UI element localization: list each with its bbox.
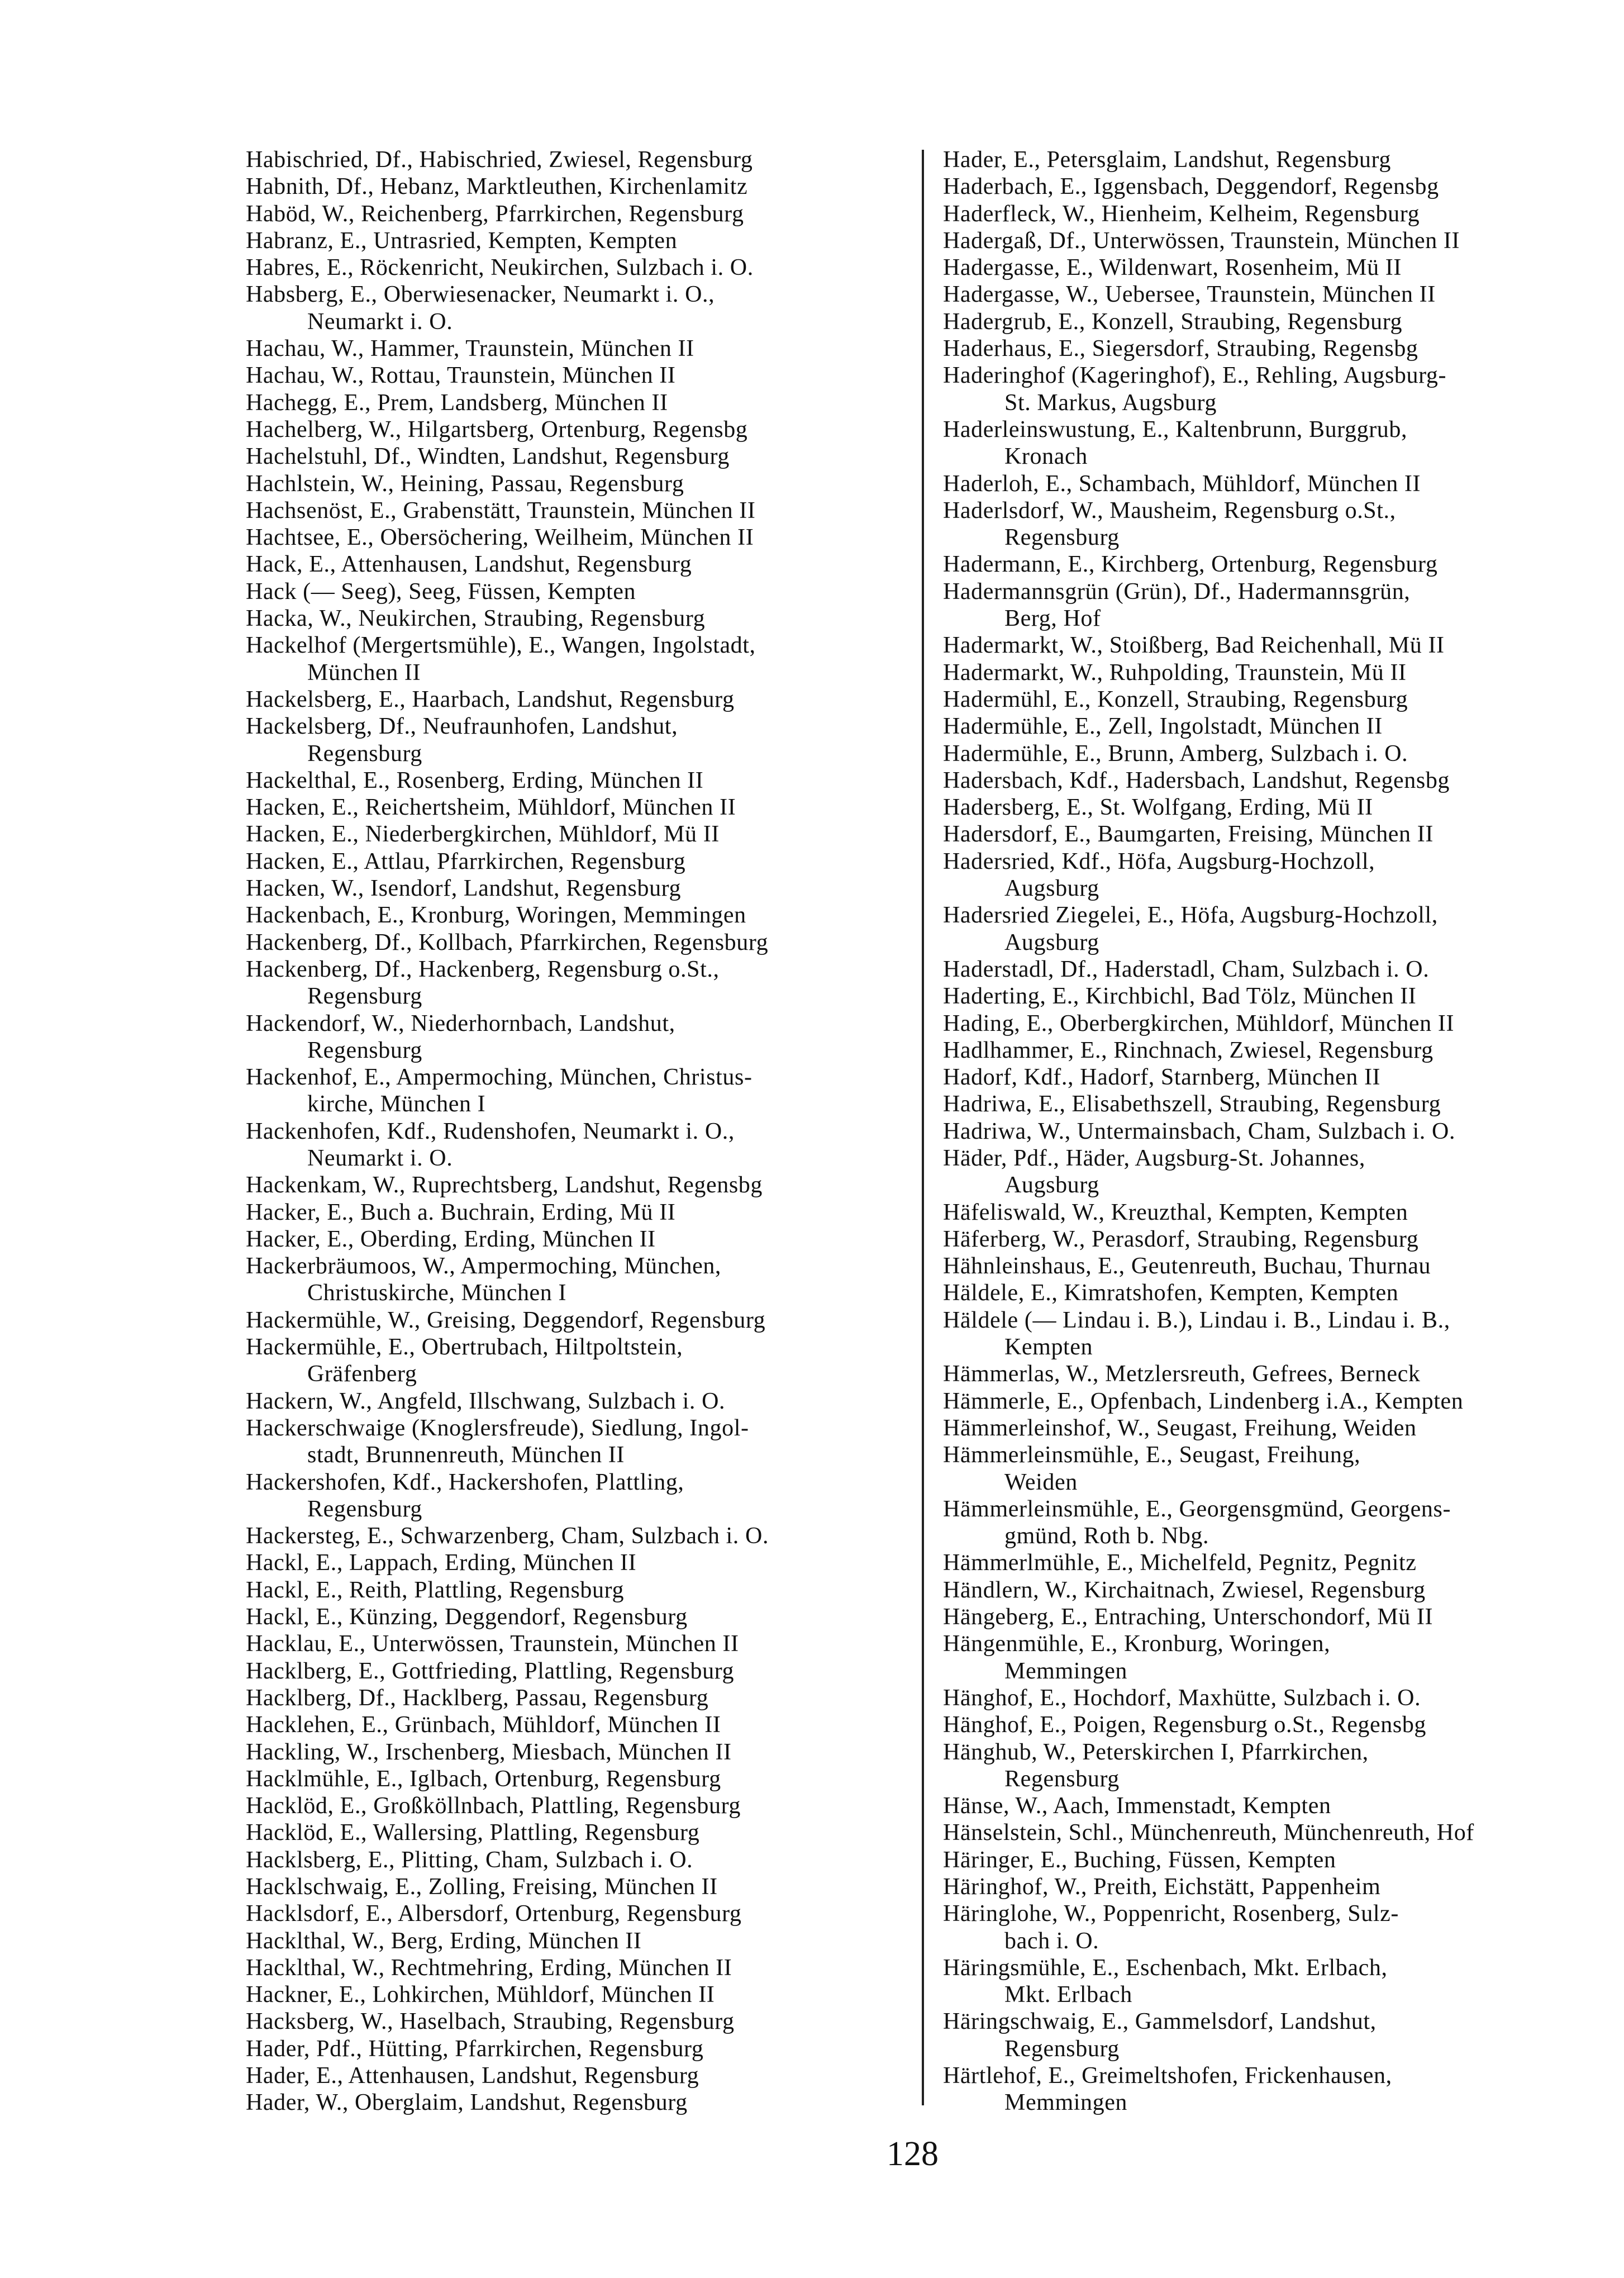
entry-line: Habnith, Df., Hebanz, Marktleuthen, Kirchenlamitz — [246, 174, 748, 200]
gazetteer-entry — [246, 1792, 919, 1819]
entry-line: Hacklehen, E., Grünbach, Mühldorf, München II — [246, 1712, 721, 1738]
gazetteer-entry — [943, 1685, 1502, 1711]
gazetteer-entry — [246, 848, 919, 875]
entry-continuation-line: Regensburg — [1004, 1766, 1120, 1792]
entry-line: Hackl, E., Reith, Plattling, Regensburg — [246, 1577, 625, 1603]
entry-line: Hämmerleinsmühle, E., Georgensgmünd, Georgens- — [943, 1496, 1451, 1522]
gazetteer-entry — [246, 2036, 919, 2062]
gazetteer-entry — [246, 902, 919, 929]
gazetteer-entry — [943, 1415, 1502, 1442]
entry-line: Hackelhof (Mergertsmühle), E., Wangen, Ingolstadt, — [246, 632, 756, 659]
gazetteer-entry — [246, 2008, 919, 2035]
entry-line: Hackershofen, Kdf., Hackershofen, Plattling, — [246, 1469, 684, 1495]
entry-line: Hading, E., Oberbergkirchen, Mühldorf, München II — [943, 1010, 1455, 1036]
gazetteer-entry — [943, 227, 1502, 254]
entry-continuation-line: gmünd, Roth b. Nbg. — [1004, 1523, 1209, 1549]
entry-continuation-line: kirche, München I — [307, 1091, 486, 1117]
entry-line: Hadriwa, W., Untermainsbach, Cham, Sulzbach i. O. — [943, 1118, 1456, 1144]
entry-line: Hadersberg, E., St. Wolfgang, Erding, Mü II — [943, 795, 1373, 821]
gazetteer-entry — [943, 1847, 1502, 1873]
gazetteer-entry — [943, 713, 1502, 740]
gazetteer-entry — [246, 578, 919, 605]
entry-continuation-line: bach i. O. — [1004, 1928, 1099, 1954]
entry-line: Häringlohe, W., Poppenricht, Rosenberg, Sulz- — [943, 1901, 1399, 1927]
entry-line: Hachtsee, E., Obersöchering, Weilheim, München II — [246, 525, 754, 551]
gazetteer-entry — [246, 1226, 919, 1253]
gazetteer-entry — [246, 956, 919, 1010]
entry-continuation-line: Memmingen — [1004, 1658, 1128, 1684]
entry-line: Hack (— Seeg), Seeg, Füssen, Kempten — [246, 578, 636, 605]
entry-continuation-line: Christuskirche, München I — [307, 1280, 567, 1306]
gazetteer-entry — [943, 794, 1502, 821]
entry-continuation-line: Augsburg — [1004, 929, 1099, 955]
entry-line: Hadergrub, E., Konzell, Straubing, Regensburg — [943, 308, 1403, 335]
entry-line: Hackenberg, Df., Kollbach, Pfarrkirchen, Regensburg — [246, 929, 769, 955]
gazetteer-entry — [943, 821, 1502, 848]
entry-line: Hadlhammer, E., Rinchnach, Zwiesel, Regensburg — [943, 1037, 1433, 1063]
gazetteer-entry — [943, 2062, 1502, 2117]
gazetteer-entry — [943, 767, 1502, 794]
entry-line: Hämmerleinshof, W., Seugast, Freihung, Weiden — [943, 1415, 1417, 1441]
entry-line: Hänselstein, Schl., Münchenreuth, Münchenreuth, Hof — [943, 1820, 1474, 1846]
entry-line: Hackling, W., Irschenberg, Miesbach, München II — [246, 1739, 732, 1765]
gazetteer-entry — [943, 308, 1502, 335]
entry-line: Haderhaus, E., Siegersdorf, Straubing, Regensbg — [943, 336, 1418, 362]
gazetteer-entry — [943, 578, 1502, 632]
entry-line: Hadersbach, Kdf., Hadersbach, Landshut, Regensbg — [943, 767, 1450, 793]
entry-line: Hachelberg, W., Hilgartsberg, Ortenburg, Regensbg — [246, 416, 748, 443]
entry-line: Häferberg, W., Perasdorf, Straubing, Regensburg — [943, 1226, 1419, 1252]
gazetteer-entry — [246, 929, 919, 956]
entry-line: Hackenbach, E., Kronburg, Woringen, Memmingen — [246, 902, 746, 929]
entry-line: Häringhof, W., Preith, Eichstätt, Pappenheim — [943, 1874, 1381, 1900]
gazetteer-entry — [246, 1388, 919, 1415]
gazetteer-entry — [246, 389, 919, 416]
gazetteer-entry — [246, 632, 919, 686]
gazetteer-entry — [943, 201, 1502, 227]
gazetteer-entry — [246, 524, 919, 551]
gazetteer-entry — [246, 201, 919, 227]
entry-line: Hacka, W., Neukirchen, Straubing, Regensburg — [246, 606, 706, 632]
gazetteer-entry — [943, 1819, 1502, 1846]
entry-line: Hadermarkt, W., Stoißberg, Bad Reichenhall, Mü II — [943, 632, 1445, 659]
gazetteer-entry — [246, 362, 919, 389]
entry-line: Haböd, W., Reichenberg, Pfarrkirchen, Regensburg — [246, 201, 744, 227]
entry-line: Hadersdorf, E., Baumgarten, Freising, München II — [943, 821, 1433, 848]
gazetteer-entry — [943, 1307, 1502, 1361]
entry-line: Hacklau, E., Unterwössen, Traunstein, München II — [246, 1631, 739, 1657]
gazetteer-entry — [943, 1118, 1502, 1145]
gazetteer-entry — [246, 2089, 919, 2116]
entry-line: Hänse, W., Aach, Immenstadt, Kempten — [943, 1793, 1331, 1819]
gazetteer-entry — [943, 686, 1502, 713]
entry-line: Hähnleinshaus, E., Geutenreuth, Buchau, Thurnau — [943, 1253, 1431, 1280]
entry-line: Haderbach, E., Iggensbach, Deggendorf, Regensbg — [943, 174, 1439, 200]
gazetteer-entry — [246, 1199, 919, 1226]
entry-line: Hacklschwaig, E., Zolling, Freising, München II — [246, 1874, 718, 1900]
gazetteer-entry — [943, 1873, 1502, 1900]
gazetteer-entry — [246, 1873, 919, 1900]
gazetteer-entry — [943, 1253, 1502, 1280]
gazetteer-entry — [246, 173, 919, 200]
entry-line: Hadriwa, E., Elisabethszell, Straubing, Regensburg — [943, 1091, 1441, 1117]
gazetteer-entry — [246, 821, 919, 848]
entry-line: Häfeliswald, W., Kreuzthal, Kempten, Kempten — [943, 1199, 1408, 1225]
entry-line: Hacker, E., Oberding, Erding, München II — [246, 1226, 656, 1252]
entry-line: Hacklberg, E., Gottfrieding, Plattling, Regensburg — [246, 1658, 735, 1684]
gazetteer-entry — [246, 1819, 919, 1846]
gazetteer-entry — [943, 1361, 1502, 1387]
entry-line: Hacklsdorf, E., Albersdorf, Ortenburg, Regensburg — [246, 1901, 742, 1927]
entry-line: Hackenkam, W., Ruprechtsberg, Landshut, Regensbg — [246, 1172, 763, 1199]
gazetteer-entry — [246, 281, 919, 335]
gazetteer-entry — [943, 902, 1502, 956]
entry-continuation-line: Gräfenberg — [307, 1361, 417, 1387]
entry-line: Hachau, W., Hammer, Traunstein, München II — [246, 336, 694, 362]
entry-line: Häldele (— Lindau i. B.), Lindau i. B., Lindau i. B., — [943, 1307, 1450, 1333]
gazetteer-entry — [246, 470, 919, 497]
gazetteer-entry — [943, 848, 1502, 902]
entry-line: Hadersried Ziegelei, E., Höfa, Augsburg-Hochzoll, — [943, 902, 1438, 929]
gazetteer-entry — [246, 1658, 919, 1685]
gazetteer-entry — [943, 1064, 1502, 1091]
entry-line: Hadersried, Kdf., Höfa, Augsburg-Hochzoll, — [943, 848, 1375, 874]
gazetteer-entry — [246, 794, 919, 821]
gazetteer-entry — [246, 416, 919, 443]
entry-line: Hadermann, E., Kirchberg, Ortenburg, Regensburg — [943, 551, 1438, 578]
entry-line: Hacklöd, E., Großköllnbach, Plattling, Regensburg — [246, 1793, 741, 1819]
entry-line: Hachlstein, W., Heining, Passau, Regensburg — [246, 470, 684, 497]
gazetteer-entry — [943, 551, 1502, 578]
entry-line: Haderloh, E., Schambach, Mühldorf, München II — [943, 470, 1421, 497]
entry-line: Hackner, E., Lohkirchen, Mühldorf, München II — [246, 1982, 715, 2008]
gazetteer-entry — [246, 1900, 919, 1927]
entry-continuation-line: Mkt. Erlbach — [1004, 1982, 1132, 2008]
entry-line: Hackelsberg, E., Haarbach, Landshut, Regensburg — [246, 686, 735, 712]
entry-continuation-line: München II — [307, 659, 421, 686]
entry-line: Hacken, W., Isendorf, Landshut, Regensburg — [246, 876, 682, 902]
entry-line: Hacklöd, E., Wallersing, Plattling, Regensburg — [246, 1820, 700, 1846]
gazetteer-entry — [246, 1711, 919, 1738]
entry-line: Hader, E., Attenhausen, Landshut, Regensburg — [246, 2063, 699, 2089]
gazetteer-entry — [246, 335, 919, 362]
entry-line: Hämmerle, E., Opfenbach, Lindenberg i.A., Kempten — [943, 1388, 1464, 1414]
entry-line: Hackelsberg, Df., Neufraunhofen, Landshut, — [246, 714, 678, 740]
entry-line: Haderinghof (Kageringhof), E., Rehling, Augsburg- — [943, 363, 1447, 389]
column-divider — [922, 150, 924, 2105]
entry-line: Haderting, E., Kirchbichl, Bad Tölz, München II — [943, 983, 1417, 1010]
entry-line: Hader, E., Petersglaim, Landshut, Regensburg — [943, 147, 1391, 173]
gazetteer-entry — [943, 1792, 1502, 1819]
gazetteer-entry — [943, 362, 1502, 416]
gazetteer-entry — [246, 497, 919, 524]
gazetteer-entry — [246, 551, 919, 578]
entry-line: Hämmerleinsmühle, E., Seugast, Freihung, — [943, 1442, 1361, 1468]
entry-line: Hader, W., Oberglaim, Landshut, Regensburg — [246, 2090, 688, 2116]
entry-line: Hacklberg, Df., Hacklberg, Passau, Regensburg — [246, 1685, 709, 1711]
gazetteer-entry — [246, 1847, 919, 1873]
page-number: 128 — [887, 2135, 939, 2173]
entry-line: Hackl, E., Lappach, Erding, München II — [246, 1550, 637, 1576]
gazetteer-entry — [943, 470, 1502, 497]
entry-line: Habranz, E., Untrasried, Kempten, Kempten — [246, 227, 678, 254]
entry-line: Hadergasse, W., Uebersee, Traunstein, München II — [943, 282, 1436, 308]
entry-line: Hackenberg, Df., Hackenberg, Regensburg o.St., — [246, 956, 720, 982]
gazetteer-entry — [943, 983, 1502, 1010]
entry-line: Hadermühle, E., Brunn, Amberg, Sulzbach i. O. — [943, 740, 1408, 767]
entry-line: Habischried, Df., Habischried, Zwiesel, Regensburg — [246, 147, 753, 173]
gazetteer-entry — [943, 956, 1502, 983]
entry-line: Hadergaß, Df., Unterwössen, Traunstein, München II — [943, 227, 1460, 254]
gazetteer-entry — [943, 1549, 1502, 1576]
gazetteer-entry — [246, 443, 919, 470]
gazetteer-entry — [943, 416, 1502, 470]
left-column — [246, 146, 919, 2117]
gazetteer-entry — [943, 632, 1502, 659]
entry-continuation-line: Neumarkt i. O. — [307, 308, 453, 335]
entry-continuation-line: Regensburg — [307, 1037, 422, 1063]
entry-line: Hacken, E., Reichertsheim, Mühldorf, München II — [246, 795, 736, 821]
gazetteer-entry — [246, 713, 919, 767]
entry-continuation-line: stadt, Brunnenreuth, München II — [307, 1442, 625, 1468]
entry-line: Hackermühle, W., Greising, Deggendorf, Regensburg — [246, 1307, 766, 1333]
gazetteer-entry — [943, 1280, 1502, 1306]
gazetteer-entry — [246, 1766, 919, 1792]
entry-line: Hader, Pdf., Hütting, Pfarrkirchen, Regensburg — [246, 2036, 704, 2062]
entry-line: Hachsenöst, E., Grabenstätt, Traunstein, München II — [246, 497, 756, 524]
entry-continuation-line: Augsburg — [1004, 876, 1099, 902]
entry-continuation-line: Memmingen — [1004, 2090, 1128, 2116]
gazetteer-entry — [246, 1954, 919, 1981]
entry-line: Hackermühle, E., Obertrubach, Hiltpoltstein, — [246, 1334, 683, 1361]
gazetteer-entry — [943, 740, 1502, 767]
entry-line: Hacklsberg, E., Plitting, Cham, Sulzbach i. O. — [246, 1847, 693, 1873]
gazetteer-entry — [943, 2008, 1502, 2062]
entry-line: Hadermühle, E., Zell, Ingolstadt, München II — [943, 714, 1383, 740]
gazetteer-entry — [943, 659, 1502, 686]
gazetteer-entry — [246, 1307, 919, 1334]
gazetteer-entry — [246, 1334, 919, 1388]
gazetteer-entry — [246, 1604, 919, 1630]
gazetteer-entry — [246, 1630, 919, 1657]
entry-line: Häringschwaig, E., Gammelsdorf, Landshut, — [943, 2009, 1377, 2035]
entry-line: Hänghof, E., Hochdorf, Maxhütte, Sulzbach i. O. — [943, 1685, 1421, 1711]
entry-line: Härtlehof, E., Greimeltshofen, Frickenhausen, — [943, 2063, 1392, 2089]
gazetteer-entry — [246, 1064, 919, 1118]
gazetteer-entry — [246, 875, 919, 902]
entry-line: Hadermühl, E., Konzell, Straubing, Regensburg — [943, 686, 1408, 712]
entry-continuation-line: Regensburg — [307, 983, 422, 1010]
gazetteer-entry — [943, 1037, 1502, 1064]
gazetteer-entry — [943, 1091, 1502, 1117]
gazetteer-entry — [943, 173, 1502, 200]
gazetteer-entry — [246, 605, 919, 632]
entry-line: Hängenmühle, E., Kronburg, Woringen, — [943, 1631, 1331, 1657]
gazetteer-entry — [246, 1577, 919, 1604]
gazetteer-entry — [246, 1253, 919, 1307]
gazetteer-entry — [943, 1199, 1502, 1226]
gazetteer-entry — [943, 335, 1502, 362]
gazetteer-entry — [246, 1549, 919, 1576]
entry-line: Hachelstuhl, Df., Windten, Landshut, Regensburg — [246, 444, 730, 470]
entry-line: Hackerbräumoos, W., Ampermoching, München, — [246, 1253, 722, 1280]
gazetteer-entry — [943, 1739, 1502, 1793]
entry-line: Hacklthal, W., Rechtmehring, Erding, München II — [246, 1954, 732, 1981]
gazetteer-entry — [943, 1630, 1502, 1685]
gazetteer-entry — [246, 1981, 919, 2008]
entry-continuation-line: Neumarkt i. O. — [307, 1145, 453, 1171]
gazetteer-entry — [943, 1442, 1502, 1496]
entry-continuation-line: Regensburg — [307, 740, 422, 767]
entry-line: Hack, E., Attenhausen, Landshut, Regensburg — [246, 551, 692, 578]
entry-line: Hadorf, Kdf., Hadorf, Starnberg, München II — [943, 1064, 1381, 1091]
gazetteer-entry — [943, 254, 1502, 281]
entry-continuation-line: Regensburg — [307, 1496, 422, 1522]
entry-line: Hänghub, W., Peterskirchen I, Pfarrkirchen, — [943, 1739, 1369, 1765]
gazetteer-entry — [943, 1577, 1502, 1604]
entry-line: Hackerschwaige (Knoglersfreude), Siedlung, Ingol- — [246, 1415, 749, 1441]
gazetteer-entry — [246, 2062, 919, 2089]
gazetteer-entry — [943, 1226, 1502, 1253]
entry-continuation-line: Weiden — [1004, 1469, 1078, 1495]
entry-continuation-line: Kronach — [1004, 444, 1088, 470]
entry-line: Häder, Pdf., Häder, Augsburg-St. Johannes, — [943, 1145, 1365, 1171]
entry-continuation-line: Kempten — [1004, 1334, 1093, 1361]
gazetteer-entry — [246, 1415, 919, 1469]
gazetteer-entry — [246, 1118, 919, 1172]
entry-line: Häldele, E., Kimratshofen, Kempten, Kempten — [943, 1280, 1399, 1306]
gazetteer-entry — [246, 1469, 919, 1523]
entry-line: Häringer, E., Buching, Füssen, Kempten — [943, 1847, 1336, 1873]
gazetteer-entry — [246, 1739, 919, 1766]
entry-line: Haderlsdorf, W., Mausheim, Regensburg o.St., — [943, 497, 1396, 524]
entry-line: Hackern, W., Angfeld, Illschwang, Sulzbach i. O. — [246, 1388, 726, 1414]
gazetteer-entry — [943, 1010, 1502, 1037]
entry-continuation-line: Regensburg — [1004, 2036, 1120, 2062]
entry-line: Habsberg, E., Oberwiesenacker, Neumarkt i. O., — [246, 282, 715, 308]
entry-line: Hackersteg, E., Schwarzenberg, Cham, Sulzbach i. O. — [246, 1523, 769, 1549]
entry-line: Hacken, E., Niederbergkirchen, Mühldorf, Mü II — [246, 821, 720, 848]
entry-line: Hachau, W., Rottau, Traunstein, München II — [246, 363, 676, 389]
gazetteer-entry — [943, 1954, 1502, 2009]
entry-line: Hadermarkt, W., Ruhpolding, Traunstein, Mü II — [943, 659, 1407, 686]
gazetteer-entry — [246, 1523, 919, 1549]
entry-line: Hackelthal, E., Rosenberg, Erding, München II — [246, 767, 704, 793]
entry-line: Händlern, W., Kirchaitnach, Zwiesel, Regensburg — [943, 1577, 1426, 1603]
entry-line: Hänghof, E., Poigen, Regensburg o.St., Regensbg — [943, 1712, 1427, 1738]
entry-line: Hackl, E., Künzing, Deggendorf, Regensburg — [246, 1604, 688, 1630]
entry-line: Häringsmühle, E., Eschenbach, Mkt. Erlbach, — [943, 1954, 1388, 1981]
entry-line: Hacken, E., Attlau, Pfarrkirchen, Regensburg — [246, 848, 686, 874]
gazetteer-entry — [943, 1604, 1502, 1630]
gazetteer-entry — [246, 686, 919, 713]
gazetteer-entry — [943, 146, 1502, 173]
gazetteer-entry — [246, 767, 919, 794]
entry-line: Hachegg, E., Prem, Landsberg, München II — [246, 389, 668, 416]
entry-line: Hämmerlmühle, E., Michelfeld, Pegnitz, Pegnitz — [943, 1550, 1417, 1576]
gazetteer-entry — [246, 1172, 919, 1199]
entry-continuation-line: Augsburg — [1004, 1172, 1099, 1199]
entry-continuation-line: Berg, Hof — [1004, 606, 1101, 632]
gazetteer-entry — [246, 1928, 919, 1954]
entry-line: Habres, E., Röckenricht, Neukirchen, Sulzbach i. O. — [246, 255, 754, 281]
gazetteer-entry — [943, 281, 1502, 308]
entry-line: Hängeberg, E., Entraching, Unterschondorf, Mü II — [943, 1604, 1433, 1630]
entry-line: Hacklthal, W., Berg, Erding, München II — [246, 1928, 642, 1954]
right-column — [943, 146, 1502, 2117]
gazetteer-entry — [246, 227, 919, 254]
entry-line: Hämmerlas, W., Metzlersreuth, Gefrees, Berneck — [943, 1361, 1421, 1387]
gazetteer-entry — [943, 1145, 1502, 1199]
gazetteer-entry — [943, 1711, 1502, 1738]
entry-line: Haderfleck, W., Hienheim, Kelheim, Regensburg — [943, 201, 1420, 227]
entry-line: Hadergasse, E., Wildenwart, Rosenheim, Mü II — [943, 255, 1402, 281]
entry-line: Hadermannsgrün (Grün), Df., Hadermannsgrün, — [943, 578, 1411, 605]
entry-line: Hackenhofen, Kdf., Rudenshofen, Neumarkt i. O., — [246, 1118, 735, 1144]
entry-continuation-line: St. Markus, Augsburg — [1004, 389, 1217, 416]
gazetteer-entry — [246, 254, 919, 281]
gazetteer-entry — [246, 1685, 919, 1711]
entry-line: Hacksberg, W., Haselbach, Straubing, Regensburg — [246, 2009, 735, 2035]
entry-continuation-line: Regensburg — [1004, 525, 1120, 551]
entry-line: Hacker, E., Buch a. Buchrain, Erding, Mü II — [246, 1199, 676, 1225]
entry-line: Hackenhof, E., Ampermoching, München, Christus- — [246, 1064, 753, 1091]
gazetteer-entry — [943, 1388, 1502, 1415]
entry-line: Hacklmühle, E., Iglbach, Ortenburg, Regensburg — [246, 1766, 721, 1792]
entry-line: Haderstadl, Df., Haderstadl, Cham, Sulzbach i. O. — [943, 956, 1430, 982]
entry-line: Hackendorf, W., Niederhornbach, Landshut, — [246, 1010, 675, 1036]
gazetteer-entry — [943, 1900, 1502, 1954]
gazetteer-entry — [943, 1496, 1502, 1550]
gazetteer-entry — [246, 1010, 919, 1064]
gazetteer-entry — [943, 497, 1502, 551]
entry-line: Haderleinswustung, E., Kaltenbrunn, Burggrub, — [943, 416, 1408, 443]
gazetteer-entry — [246, 146, 919, 173]
